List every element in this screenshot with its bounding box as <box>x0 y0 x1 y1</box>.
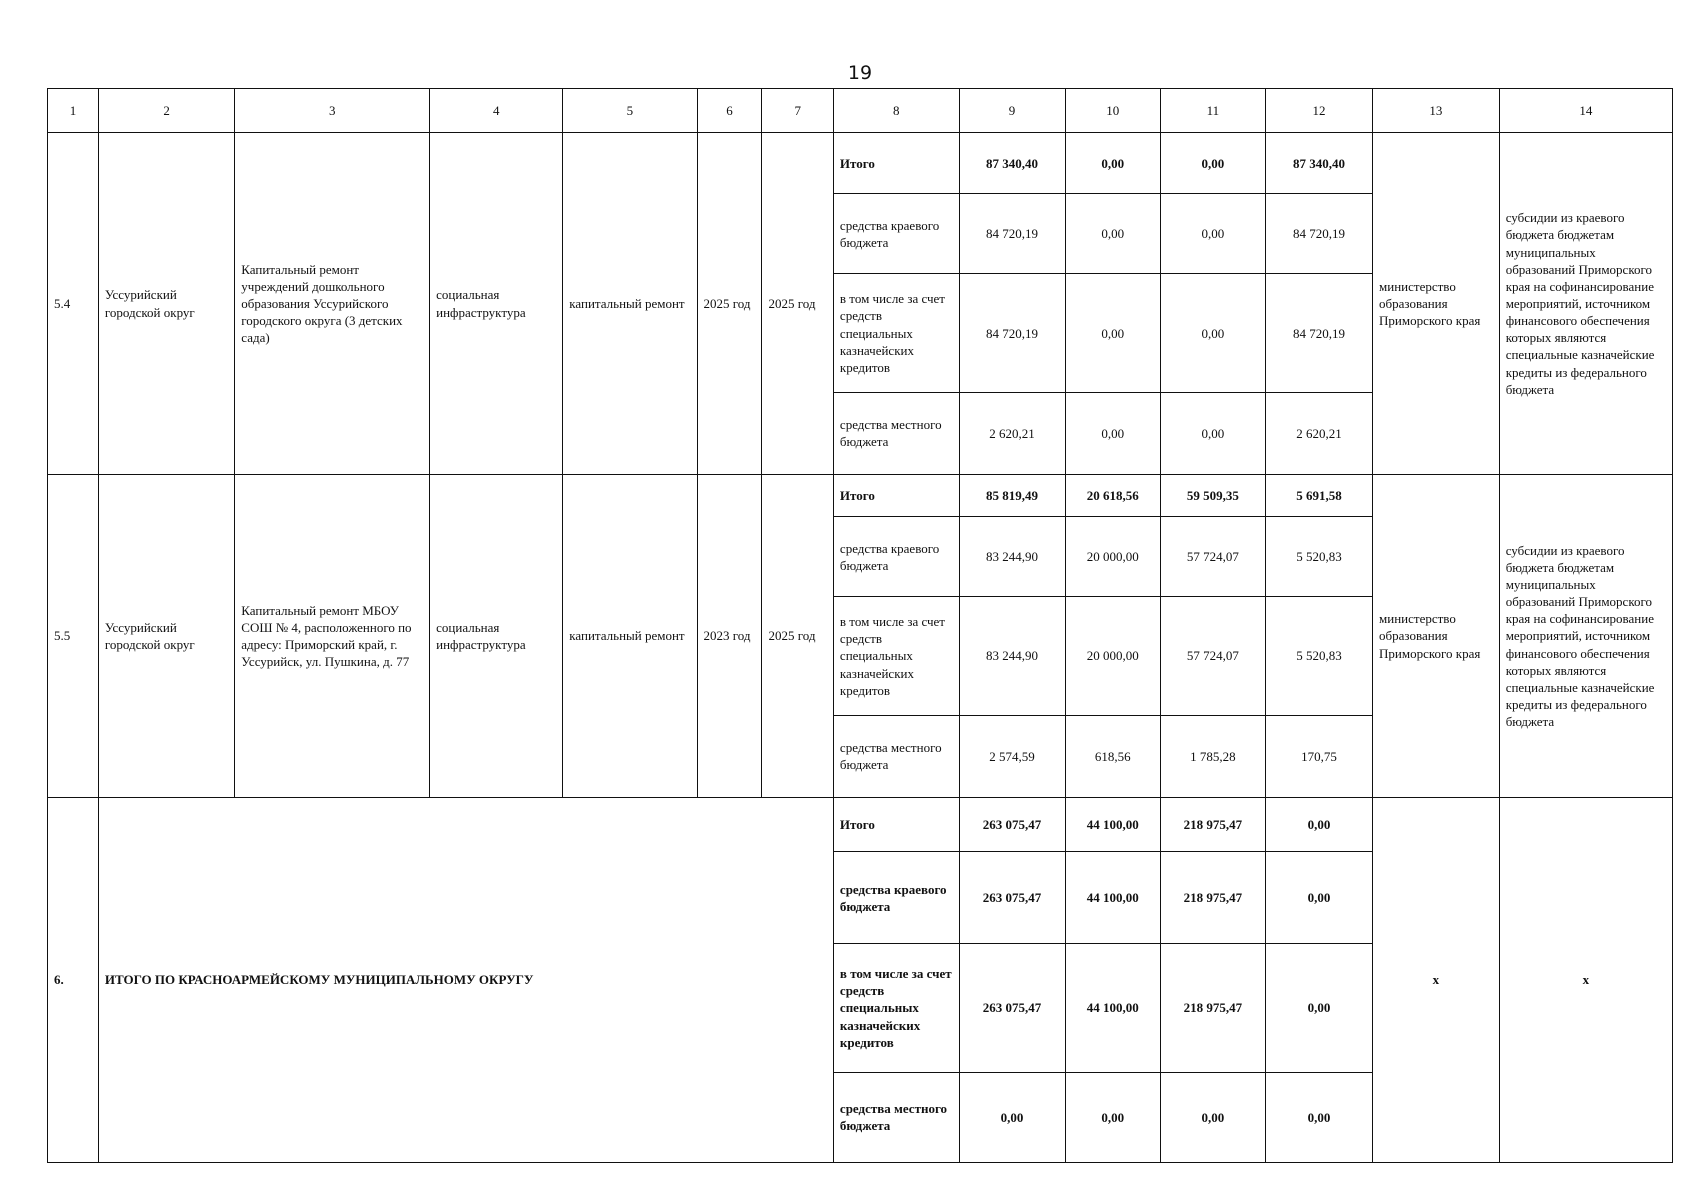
col-header-4: 4 <box>430 89 563 133</box>
header-row <box>48 89 1673 133</box>
ministry-cell: министерство образования Приморского края <box>1373 475 1500 798</box>
finance-label: средства краевого бюджета <box>833 517 959 597</box>
end-year-cell: 2025 год <box>762 475 833 798</box>
col-header-11: 11 <box>1160 89 1265 133</box>
finance-2024: 0,00 <box>1160 1072 1265 1162</box>
finance-label: в том числе за счет средств специальных казначейских кредитов <box>833 274 959 392</box>
object-cell: Капитальный ремонт МБОУ СОШ № 4, расположенного по адресу: Приморский край, г. Уссурийск, ул. Пушкина, д. 77 <box>235 475 430 798</box>
col-header-3: 3 <box>235 89 430 133</box>
finance-2024: 0,00 <box>1160 274 1265 392</box>
col-header-7: 7 <box>762 89 833 133</box>
col-header-1: 1 <box>48 89 99 133</box>
finance-total: 83 244,90 <box>959 517 1065 597</box>
finance-2023: 618,56 <box>1065 715 1160 797</box>
finance-label: в том числе за счет средств специальных казначейских кредитов <box>833 597 959 715</box>
summary-title: ИТОГО ПО КРАСНОАРМЕЙСКОМУ МУНИЦИПАЛЬНОМУ ОКРУГУ <box>98 797 833 1162</box>
finance-2023: 20 618,56 <box>1065 475 1160 517</box>
finance-2025: 0,00 <box>1265 852 1372 944</box>
finance-2024: 0,00 <box>1160 194 1265 274</box>
col-header-12: 12 <box>1265 89 1372 133</box>
finance-total: 263 075,47 <box>959 944 1065 1072</box>
summary-ministry-cell: х <box>1373 797 1500 1162</box>
finance-label: средства краевого бюджета <box>833 852 959 944</box>
table-row <box>48 475 1673 517</box>
finance-label: средства местного бюджета <box>833 715 959 797</box>
row-number: 5.4 <box>48 133 99 475</box>
finance-total: 83 244,90 <box>959 597 1065 715</box>
object-cell: Капитальный ремонт учреждений дошкольного образования Уссурийского городского округа (3 детских сада) <box>235 133 430 475</box>
funding-source-cell: субсидии из краевого бюджета бюджетам муниципальных образований Приморского края на софинансирование мероприятий, источником финансового обеспечения которых являются специальные казначейские кредиты из федерального бюджета <box>1499 475 1672 798</box>
finance-label: в том числе за счет средств специальных казначейских кредитов <box>833 944 959 1072</box>
finance-2024: 218 975,47 <box>1160 797 1265 851</box>
page-number: 19 <box>847 62 873 84</box>
col-header-5: 5 <box>563 89 697 133</box>
finance-2024: 0,00 <box>1160 392 1265 474</box>
col-header-2: 2 <box>98 89 234 133</box>
col-header-14: 14 <box>1499 89 1672 133</box>
finance-2025: 5 520,83 <box>1265 517 1372 597</box>
finance-total: 85 819,49 <box>959 475 1065 517</box>
finance-label: Итого <box>833 133 959 194</box>
finance-2023: 0,00 <box>1065 194 1160 274</box>
summary-source-cell: х <box>1499 797 1672 1162</box>
finance-total: 84 720,19 <box>959 194 1065 274</box>
work-type-cell: капитальный ремонт <box>563 133 697 475</box>
finance-2025: 5 520,83 <box>1265 597 1372 715</box>
finance-total: 84 720,19 <box>959 274 1065 392</box>
finance-2023: 44 100,00 <box>1065 944 1160 1072</box>
ministry-cell: министерство образования Приморского края <box>1373 133 1500 475</box>
finance-2024: 57 724,07 <box>1160 517 1265 597</box>
col-header-10: 10 <box>1065 89 1160 133</box>
row-number: 5.5 <box>48 475 99 798</box>
finance-2023: 0,00 <box>1065 133 1160 194</box>
finance-label: средства местного бюджета <box>833 392 959 474</box>
finance-2024: 59 509,35 <box>1160 475 1265 517</box>
finance-total: 0,00 <box>959 1072 1065 1162</box>
col-header-13: 13 <box>1373 89 1500 133</box>
finance-total: 263 075,47 <box>959 852 1065 944</box>
finance-2025: 87 340,40 <box>1265 133 1372 194</box>
finance-2023: 44 100,00 <box>1065 797 1160 851</box>
col-header-9: 9 <box>959 89 1065 133</box>
col-header-8: 8 <box>833 89 959 133</box>
funding-source-cell: субсидии из краевого бюджета бюджетам муниципальных образований Приморского края на софинансирование мероприятий, источником финансового обеспечения которых являются специальные казначейские кредиты из федерального бюджета <box>1499 133 1672 475</box>
finance-label: средства краевого бюджета <box>833 194 959 274</box>
end-year-cell: 2025 год <box>762 133 833 475</box>
finance-2025: 5 691,58 <box>1265 475 1372 517</box>
budget-table <box>47 88 1673 1163</box>
finance-2023: 0,00 <box>1065 1072 1160 1162</box>
finance-2025: 170,75 <box>1265 715 1372 797</box>
finance-total: 263 075,47 <box>959 797 1065 851</box>
sphere-cell: социальная инфраструктура <box>430 133 563 475</box>
finance-2024: 57 724,07 <box>1160 597 1265 715</box>
finance-label: средства местного бюджета <box>833 1072 959 1162</box>
start-year-cell: 2023 год <box>697 475 762 798</box>
finance-2024: 218 975,47 <box>1160 852 1265 944</box>
work-type-cell: капитальный ремонт <box>563 475 697 798</box>
finance-2025: 0,00 <box>1265 797 1372 851</box>
table-row <box>48 797 1673 851</box>
finance-2025: 0,00 <box>1265 1072 1372 1162</box>
finance-2025: 84 720,19 <box>1265 194 1372 274</box>
finance-2024: 218 975,47 <box>1160 944 1265 1072</box>
finance-2025: 0,00 <box>1265 944 1372 1072</box>
finance-2023: 20 000,00 <box>1065 597 1160 715</box>
finance-total: 2 620,21 <box>959 392 1065 474</box>
finance-2023: 0,00 <box>1065 274 1160 392</box>
finance-2023: 20 000,00 <box>1065 517 1160 597</box>
municipality-cell: Уссурийский городской округ <box>98 475 234 798</box>
start-year-cell: 2025 год <box>697 133 762 475</box>
sphere-cell: социальная инфраструктура <box>430 475 563 798</box>
municipality-cell: Уссурийский городской округ <box>98 133 234 475</box>
finance-label: Итого <box>833 797 959 851</box>
finance-2024: 1 785,28 <box>1160 715 1265 797</box>
col-header-6: 6 <box>697 89 762 133</box>
finance-label: Итого <box>833 475 959 517</box>
finance-total: 87 340,40 <box>959 133 1065 194</box>
table-row <box>48 133 1673 194</box>
finance-2023: 0,00 <box>1065 392 1160 474</box>
finance-2025: 2 620,21 <box>1265 392 1372 474</box>
finance-2025: 84 720,19 <box>1265 274 1372 392</box>
finance-total: 2 574,59 <box>959 715 1065 797</box>
finance-2023: 44 100,00 <box>1065 852 1160 944</box>
row-number: 6. <box>48 797 99 1162</box>
finance-2024: 0,00 <box>1160 133 1265 194</box>
